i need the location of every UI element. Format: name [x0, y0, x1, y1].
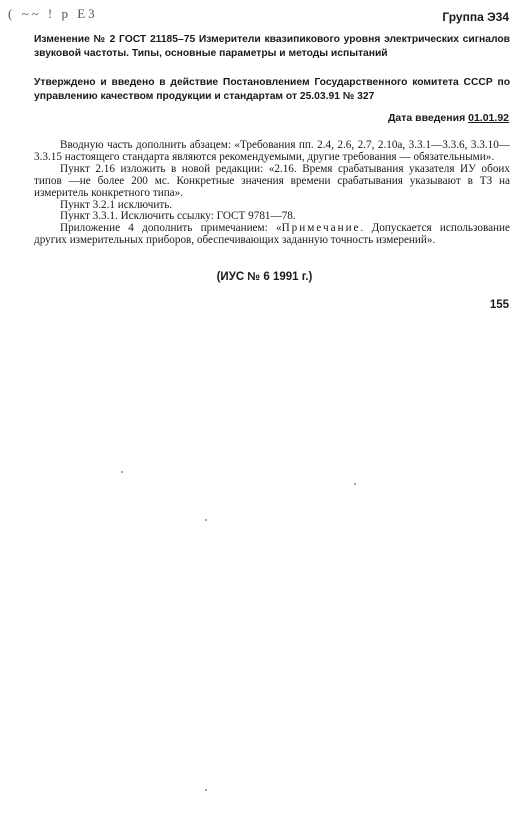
paragraph-appendix-4	[34, 223, 510, 247]
paragraph-clause-3-2-1: Пункт 3.2.1 исключить.	[60, 198, 173, 211]
source-reference: (ИУС № 6 1991 г.)	[216, 271, 313, 283]
paragraph-clause-3-3-1: Пункт 3.3.1. Исключить ссылку: ГОСТ 9781—78.	[60, 210, 296, 223]
scan-speck	[205, 789, 207, 791]
approval-statement: Утверждено и введено в действие Постановлением Государственного комитета СССР по управлению качеством продукции и стандартам от 25.03.91 № 327	[34, 77, 510, 102]
paragraph-intro: Вводную часть дополнить абзацем: «Требования пп. 2.4, 2.6, 2.7, 2.10а, 3.3.1—3.3.6, 3.3.10—3.3.15 настоящего стандарта являются рекомендуемыми, другие требования — обязательными».	[34, 139, 510, 163]
scan-speck	[205, 519, 207, 521]
group-label: Группа Э34	[442, 10, 509, 24]
effective-date-value: 01.01.92	[468, 112, 509, 124]
scan-speck	[354, 483, 356, 485]
amendment-body	[34, 140, 510, 247]
scan-speck	[121, 471, 123, 473]
paragraph-clause-2-16: Пункт 2.16 изложить в новой редакции: «2.16. Время срабатывания указателя ИУ обоих типов —не более 200 мс. Конкретные значения времени срабатывания указывают в ТЗ на измеритель конкретного типа».	[34, 162, 510, 199]
appendix-text-before: Приложение 4 дополнить примечанием: «	[60, 222, 282, 235]
effective-date-line	[388, 112, 509, 124]
page-number: 155	[489, 299, 509, 311]
effective-date-label: Дата введения	[387, 112, 466, 124]
scan-mark: ( ~~ ! р Е3	[8, 6, 98, 21]
appendix-note-word: Примечание	[281, 222, 361, 235]
amendment-title: Изменение № 2 ГОСТ 21185–75 Измерители квазипикового уровня электрических сигналов звуковой частоты. Типы, основные параметры и методы испытаний	[34, 34, 510, 59]
appendix-text-after: . Допускается использование других измерительных приборов, обеспечивающих заданную точность измерений».	[34, 222, 510, 247]
